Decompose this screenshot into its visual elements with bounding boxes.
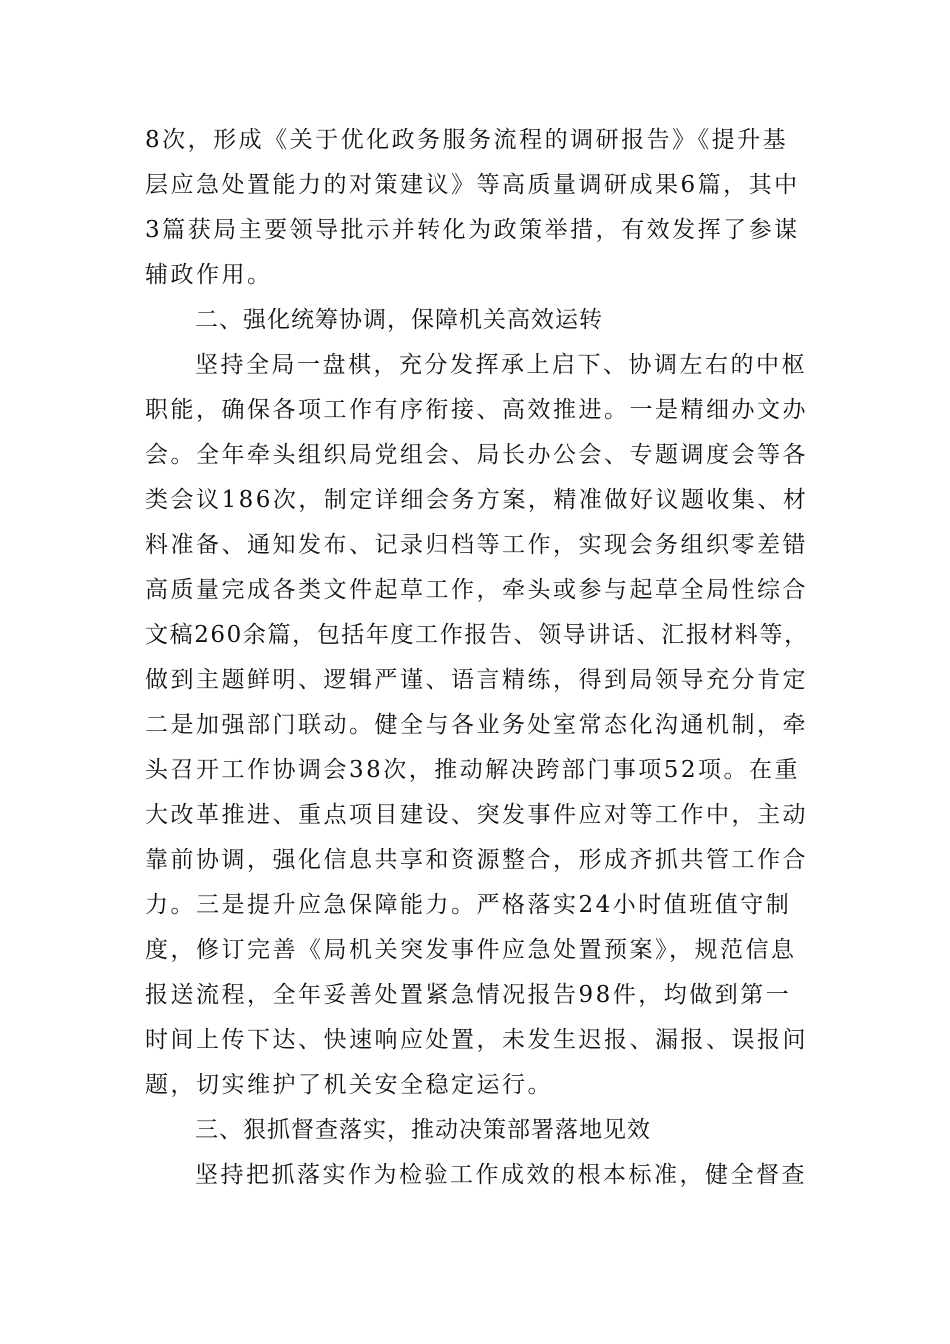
paragraph-line: 度，修订完善《局机关突发事件应急处置预案》，规范信息 — [145, 937, 797, 963]
paragraph-line: 职能，确保各项工作有序衔接、高效推进。一是精细办文办 — [145, 397, 808, 423]
paragraph-line: 坚持全局一盘棋，充分发挥承上启下、协调左右的中枢 — [195, 352, 807, 378]
paragraph-line: 报送流程，全年妥善处置紧急情况报告98件，均做到第一 — [145, 982, 792, 1008]
paragraph-line: 会。全年牵头组织局党组会、局长办公会、专题调度会等各 — [145, 442, 808, 468]
paragraph-line: 二是加强部门联动。健全与各业务处室常态化沟通机制，牵 — [145, 712, 808, 738]
paragraph-line: 靠前协调，强化信息共享和资源整合，形成齐抓共管工作合 — [145, 847, 808, 873]
paragraph-line: 坚持把抓落实作为检验工作成效的根本标准，健全督查 — [195, 1162, 807, 1188]
paragraph-line: 做到主题鲜明、逻辑严谨、语言精练，得到局领导充分肯定 — [145, 667, 808, 693]
paragraph-line: 料准备、通知发布、记录归档等工作，实现会务组织零差错 — [145, 532, 808, 558]
paragraph-line: 高质量完成各类文件起草工作，牵头或参与起草全局性综合 — [145, 577, 808, 603]
paragraph-line: 题，切实维护了机关安全稳定运行。 — [145, 1072, 553, 1098]
section-heading-2: 二、强化统筹协调，保障机关高效运转 — [195, 307, 603, 333]
paragraph-line: 时间上传下达、快速响应处置，未发生迟报、漏报、误报问 — [145, 1027, 808, 1053]
paragraph-line: 大改革推进、重点项目建设、突发事件应对等工作中，主动 — [145, 802, 808, 828]
paragraph-line: 文稿260余篇，包括年度工作报告、领导讲话、汇报材料等， — [145, 622, 809, 648]
paragraph-line: 3篇获局主要领导批示并转化为政策举措，有效发挥了参谋 — [145, 217, 800, 243]
paragraph-line: 头召开工作协调会38次，推动解决跨部门事项52项。在重 — [145, 757, 801, 783]
paragraph-line: 类会议186次，制定详细会务方案，精准做好议题收集、材 — [145, 487, 809, 513]
paragraph-line: 层应急处置能力的对策建议》等高质量调研成果6篇，其中 — [145, 172, 800, 198]
section-heading-3: 三、狠抓督查落实，推动决策部署落地见效 — [195, 1117, 651, 1143]
paragraph-line: 辅政作用。 — [145, 262, 273, 288]
paragraph-line: 8次，形成《关于优化政务服务流程的调研报告》《提升基 — [145, 127, 789, 153]
paragraph-line: 力。三是提升应急保障能力。严格落实24小时值班值守制 — [145, 892, 792, 918]
